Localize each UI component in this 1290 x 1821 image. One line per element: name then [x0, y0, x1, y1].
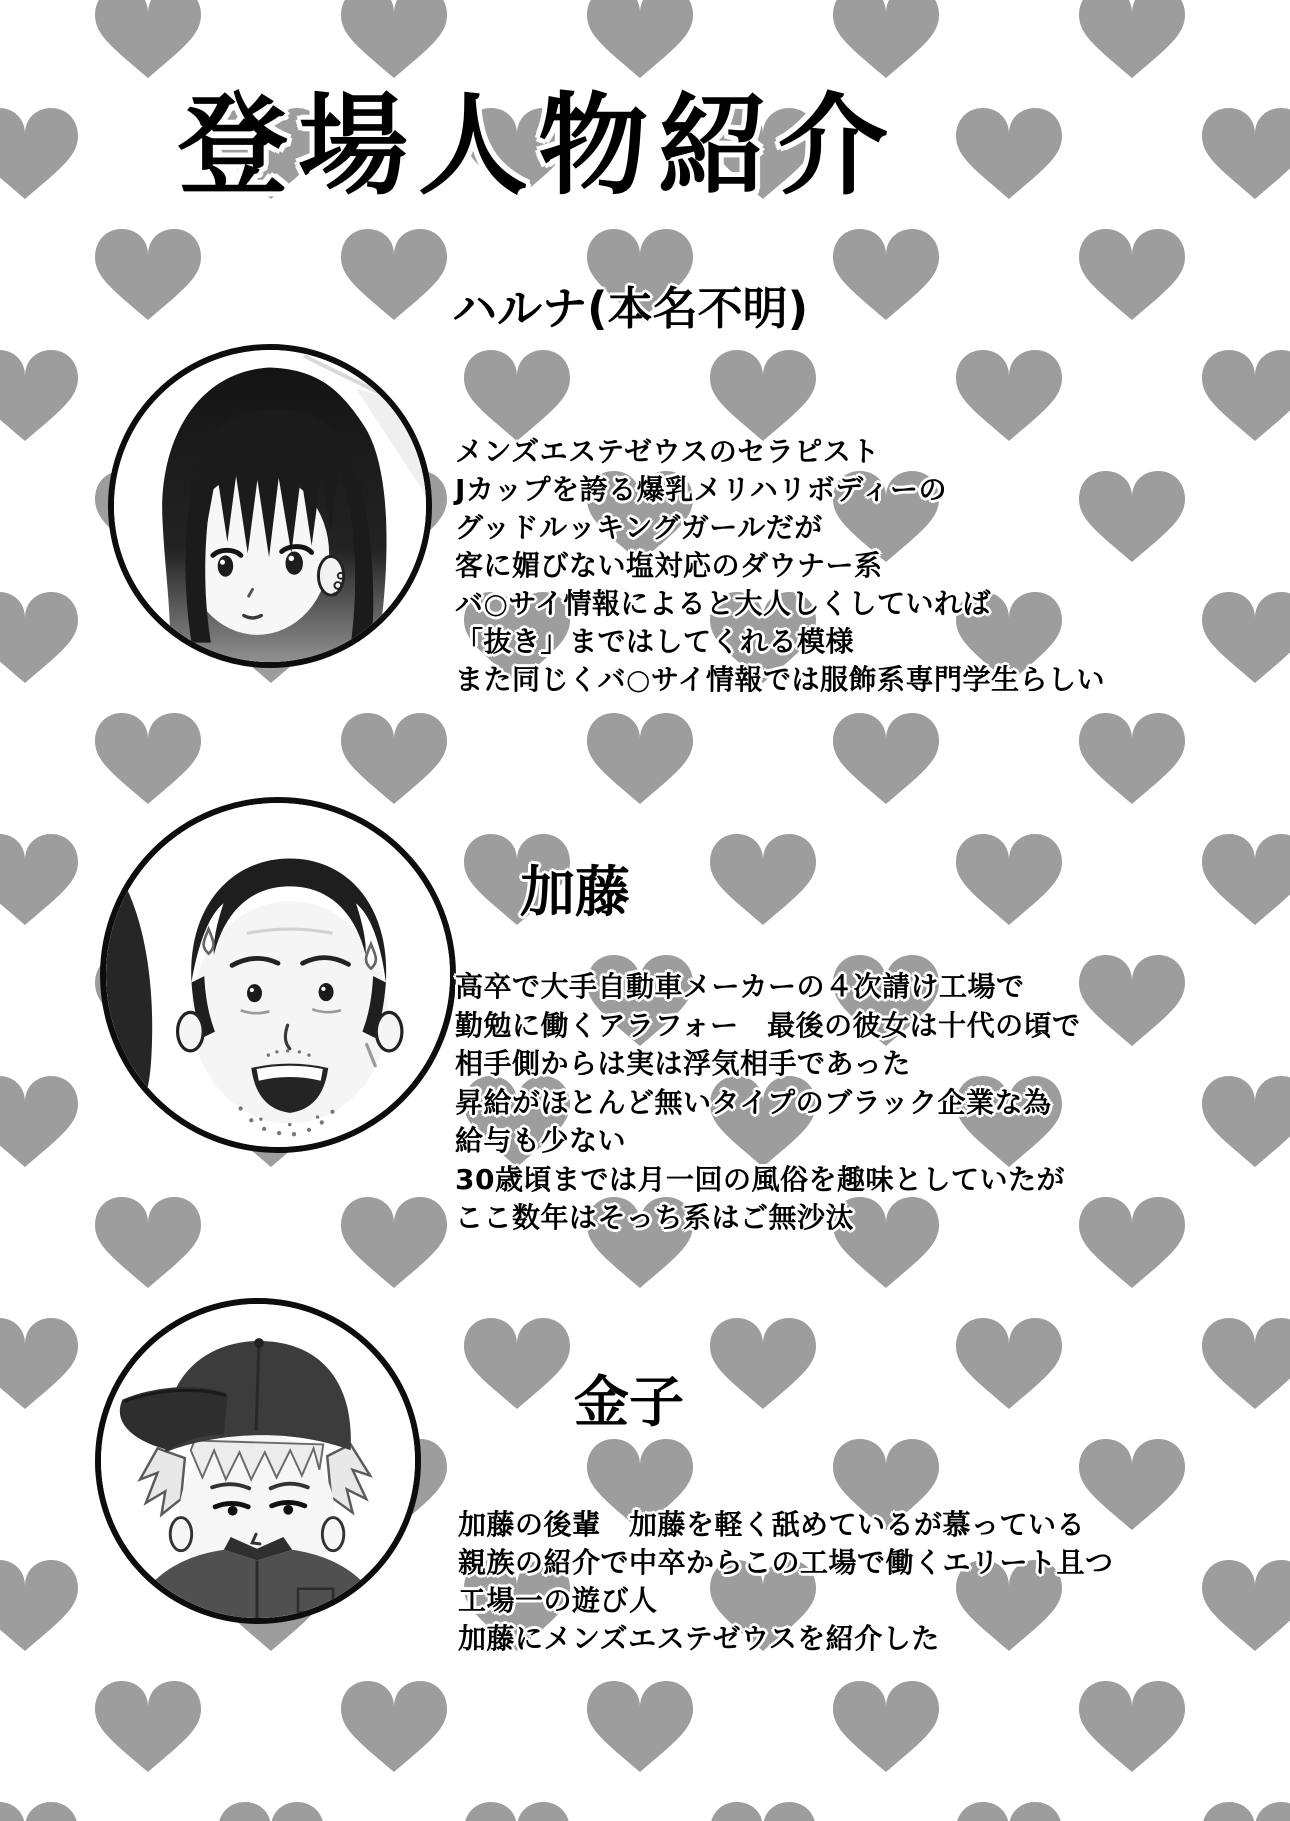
kato-illustration [106, 803, 450, 1147]
description-line: 加藤にメンズエステゼウスを紹介した [458, 1622, 940, 1655]
haruna-illustration [114, 350, 426, 662]
character-description-haruna [455, 433, 1105, 699]
description-line: 昇給がほとんど無いタイプのブラック企業な為 [455, 1085, 1052, 1119]
description-line: 30歳頃までは月一回の風俗を趣味としていたが [455, 1162, 1065, 1196]
description-line: 親族の紹介で中卒からこの工場で働くエリート且つ [458, 1546, 1114, 1579]
character-name-haruna: ハルナ(本名不明) [452, 282, 809, 335]
description-line: ここ数年はそっち系はご無沙汰 [455, 1201, 855, 1234]
portrait-kaneko [95, 1298, 421, 1624]
description-line: 客に媚びない塩対応のダウナー系 [455, 549, 883, 582]
description-line: バ○サイ情報によると大人しくしていれば [455, 587, 991, 620]
description-line: 給与も少ない [455, 1124, 627, 1157]
page-title: 登場人物紹介 [178, 81, 898, 210]
description-line: また同じくバ○サイ情報では服飾系専門学生らしい [455, 663, 1105, 696]
description-line: メンズエステゼウスのセラピスト [455, 435, 880, 468]
kaneko-illustration [101, 1304, 415, 1618]
description-line: 工場一の遊び人 [458, 1584, 658, 1617]
description-line: グッドルッキングガールだが [455, 511, 823, 544]
character-description-kaneko [458, 1506, 1114, 1658]
description-line: 高卒で大手自動車メーカーの４次請け工場で [455, 970, 1025, 1003]
description-line: 「抜き」まではしてくれる模様 [455, 625, 855, 658]
description-line: 相手側からは実は浮気相手であった [455, 1047, 911, 1080]
description-line: 勤勉に働くアラフォー 最後の彼女は十代の頃で [455, 1008, 1081, 1042]
character-description-kato [455, 968, 1081, 1238]
description-line: 加藤の後輩 加藤を軽く舐めているが慕っている [458, 1508, 1086, 1541]
portrait-haruna [108, 344, 432, 668]
character-name-kaneko: 金子 [574, 1370, 685, 1434]
portrait-kato [100, 797, 456, 1153]
description-line: Jカップを誇る爆乳メリハリボディーの [455, 473, 948, 506]
character-name-kato: 加藤 [520, 860, 631, 924]
